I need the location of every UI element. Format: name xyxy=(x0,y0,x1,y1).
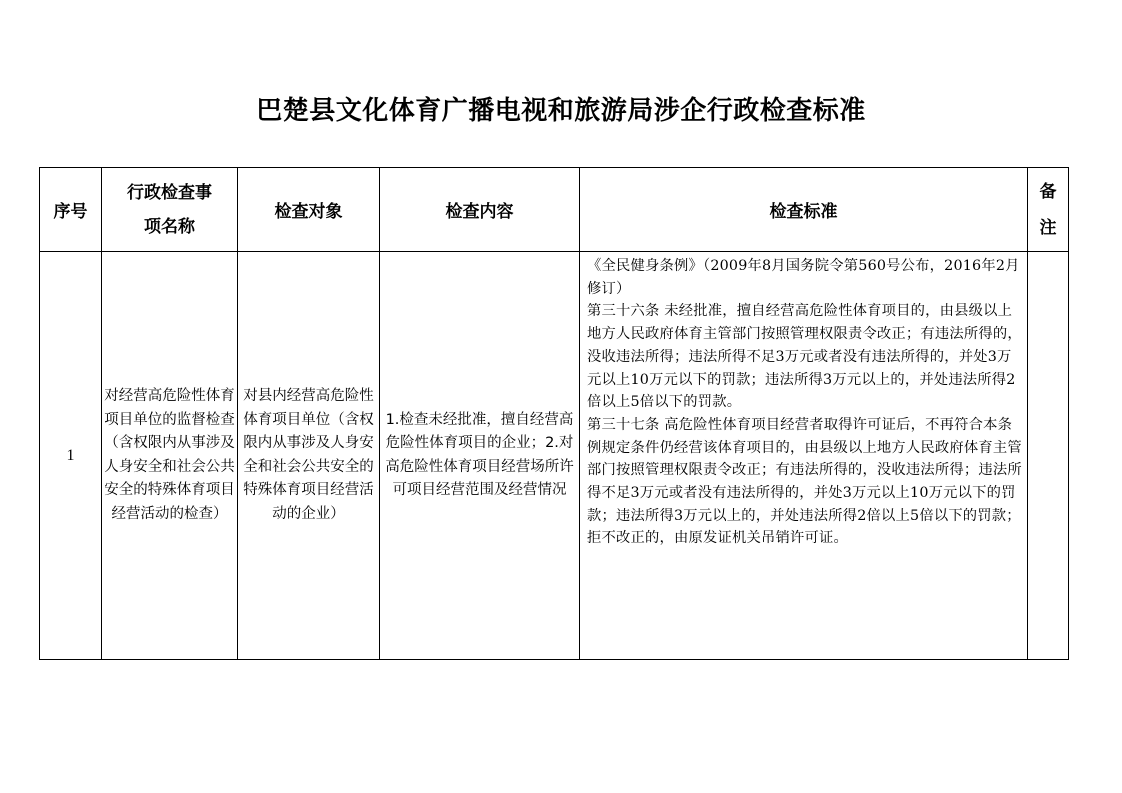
standard-source: 《全民健身条例》（2009年8月国务院令第560号公布，2016年2月修订） xyxy=(587,258,1020,297)
standard-article-36: 第三十六条 未经批准，擅自经营高危险性体育项目的，由县级以上地方人民政府体育主管部门按照管理权限责令改正；有违法所得的，没收违法所得；违法所得不足3万元或者没有违法所得的，并处3万元以上10万元以下的罚款；违法所得3万元以上的，并处违法所得2倍以上5倍以下的罚款。 xyxy=(587,303,1022,411)
header-item-name-line1: 行政检查事 xyxy=(127,182,212,203)
cell-remark xyxy=(1028,252,1069,660)
cell-target: 对县内经营高危险性体育项目单位（含权限内从事涉及人身安全和社会公共安全的特殊体育项目经营活动的企业） xyxy=(238,252,380,660)
header-remark xyxy=(1028,168,1069,252)
header-remark-line1: 备 xyxy=(1039,181,1057,202)
header-item-name-line2: 项名称 xyxy=(144,216,195,237)
cell-standard xyxy=(580,252,1028,660)
standard-article-37: 第三十七条 高危险性体育项目经营者取得许可证后，不再符合本条例规定条件仍经营该体育项目的，由县级以上地方人民政府体育主管部门按照管理权限责令改正；有违法所得的，没收违法所得；违法所得不足3万元或者没有违法所得的，并处3万元以上10万元以下的罚款；违法所得3万元以上的，并处违法所得2倍以上5倍以下的罚款；拒不改正的，由原发证机关吊销许可证。 xyxy=(587,416,1022,547)
cell-content: 1.检查未经批准，擅自经营高危险性体育项目的企业；2.对高危险性体育项目经营场所许可项目经营范围及经营情况 xyxy=(380,252,580,660)
page-title: 巴楚县文化体育广播电视和旅游局涉企行政检查标准 xyxy=(256,96,866,126)
header-item-name xyxy=(102,168,238,252)
header-target: 检查对象 xyxy=(238,168,380,252)
header-remark-line2: 注 xyxy=(1039,217,1057,238)
table-header-row xyxy=(40,168,1069,252)
header-standard: 检查标准 xyxy=(580,168,1028,252)
inspection-standard-table xyxy=(39,167,1069,660)
cell-item-name: 对经营高危险性体育项目单位的监督检查（含权限内从事涉及人身安全和社会公共安全的特殊体育项目经营活动的检查） xyxy=(102,252,238,660)
cell-seq: 1 xyxy=(40,252,102,660)
header-seq: 序号 xyxy=(40,168,102,252)
header-content: 检查内容 xyxy=(380,168,580,252)
table-row xyxy=(40,252,1069,660)
